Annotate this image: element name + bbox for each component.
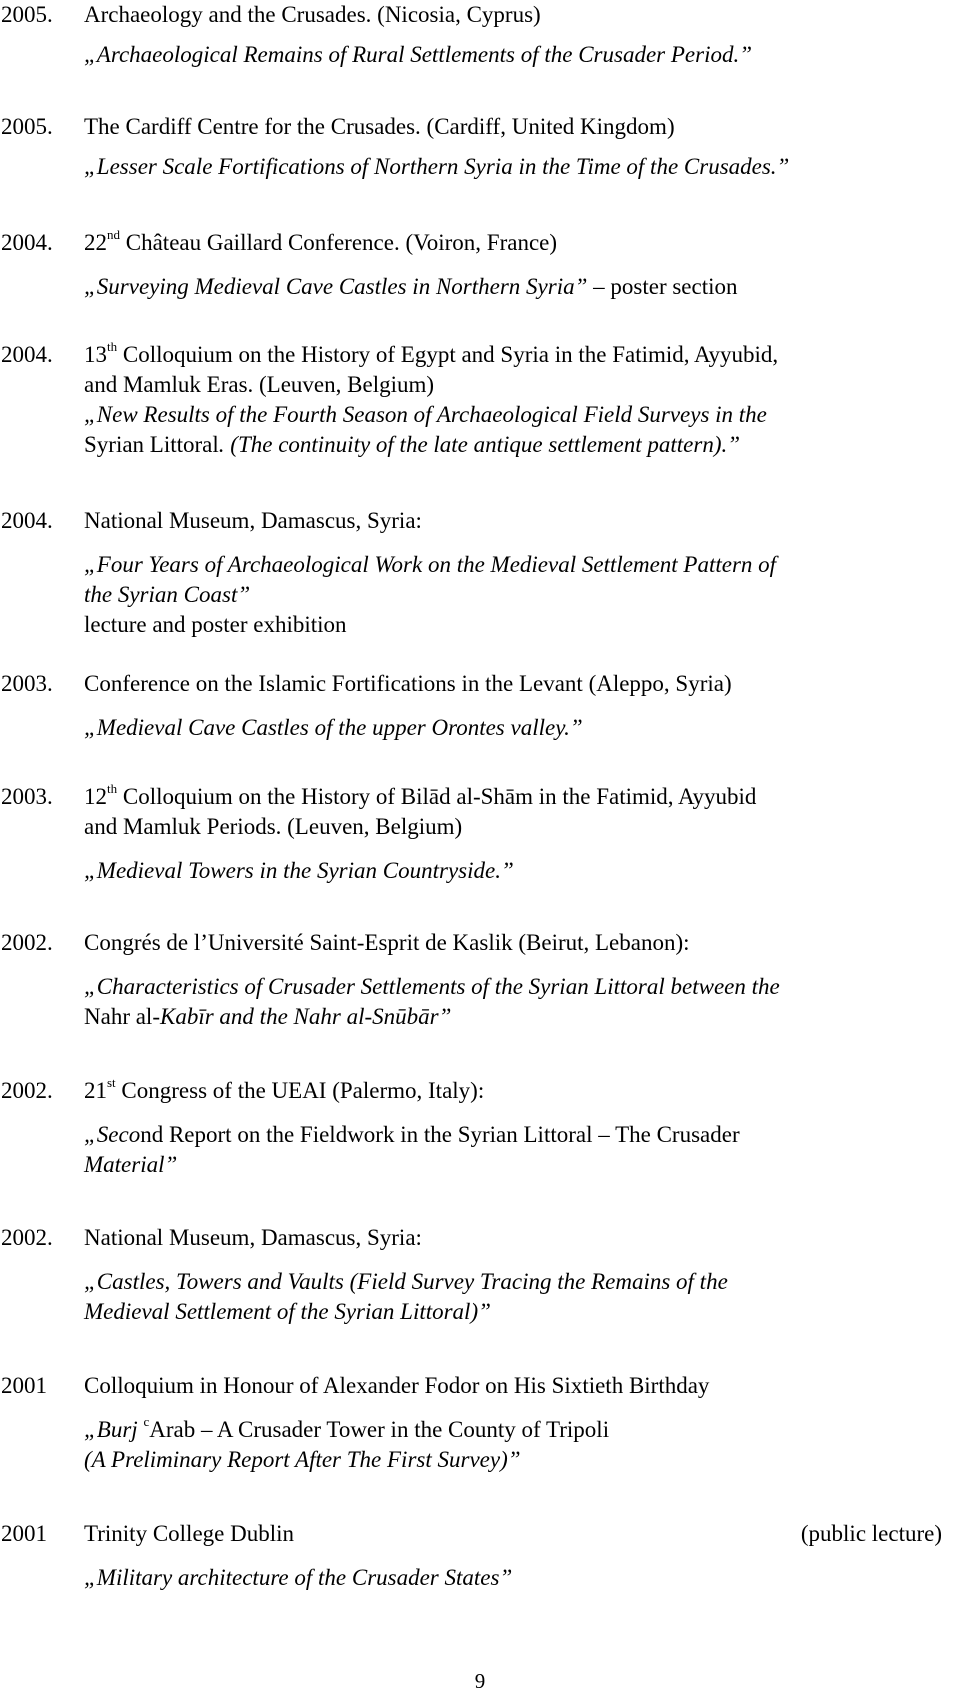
talk-plain-text: Arab – A Crusader Tower in the County of Tripoli	[149, 1417, 610, 1442]
ordinal-suffix: st	[107, 1075, 116, 1091]
entry-title: The Cardiff Centre for the Crusades. (Cardiff, United Kingdom)	[84, 114, 675, 139]
entry-talk	[84, 272, 944, 302]
entry-content	[84, 0, 944, 70]
entry-title-text: Colloquium on the History of Egypt and Syria in the Fatimid, Ayyubid,	[117, 342, 779, 367]
entry-title: Conference on the Islamic Fortifications in the Levant (Aleppo, Syria)	[84, 671, 732, 696]
entry-talk: „Archaeological Remains of Rural Settlements of the Crusader Period.”	[84, 42, 752, 67]
entry-content	[84, 669, 944, 743]
entry-title: National Museum, Damascus, Syria:	[84, 1225, 422, 1250]
entry-title: Colloquium in Honour of Alexander Fodor on His Sixtieth Birthday	[84, 1373, 710, 1398]
entry-title: Congrés de l’Université Saint-Esprit de Kaslik (Beirut, Lebanon):	[84, 930, 690, 955]
ordinal-number: 21	[84, 1078, 107, 1103]
entry-talk-line	[84, 1120, 944, 1150]
entry-year: 2002.	[1, 930, 53, 955]
entry-talk-line: Medieval Settlement of the Syrian Littoral)”	[84, 1299, 491, 1324]
entry-talk: „Medieval Towers in the Syrian Countryside.”	[84, 858, 514, 883]
talk-italic-text: Kabīr and the Nahr al-Snūbār”	[160, 1004, 452, 1029]
ordinal-number: 12	[84, 784, 107, 809]
ordinal-number: 22	[84, 230, 107, 255]
entry-content	[84, 1371, 944, 1475]
entry-year: 2003.	[1, 671, 53, 696]
entry-title-text: Château Gaillard Conference. (Voiron, France)	[120, 230, 558, 255]
entry-right-note: (public lecture)	[800, 1521, 942, 1546]
entry-content	[84, 506, 944, 640]
entry-content	[84, 1076, 944, 1180]
entry-year: 2005.	[1, 2, 53, 27]
talk-plain-text: Nahr al-	[84, 1004, 160, 1029]
entry-talk: „Military architecture of the Crusader States”	[84, 1565, 513, 1590]
entry-title: National Museum, Damascus, Syria:	[84, 508, 422, 533]
entry-title: Trinity College Dublin	[84, 1521, 294, 1546]
page-number: 9	[474, 1669, 486, 1693]
entry-talk-line: „Four Years of Archaeological Work on the Medieval Settlement Pattern of	[84, 552, 777, 577]
entry-title-line: and Mamluk Eras. (Leuven, Belgium)	[84, 372, 435, 397]
ordinal-number: 13	[84, 342, 107, 367]
entry-talk-line: „Characteristics of Crusader Settlements of the Syrian Littoral between the	[84, 974, 780, 999]
entry-title: Archaeology and the Crusades. (Nicosia, Cyprus)	[84, 2, 541, 27]
entry-year: 2002.	[1, 1078, 53, 1103]
talk-italic-text: „Burj	[84, 1417, 144, 1442]
entry-title-line	[84, 782, 944, 812]
entry-talk-line: the Syrian Coast”	[84, 582, 251, 607]
entry-talk-line: „Castles, Towers and Vaults (Field Survey Tracing the Remains of the	[84, 1269, 728, 1294]
entry-content	[84, 928, 944, 1032]
entry-year: 2004.	[1, 342, 53, 367]
entry-content	[84, 112, 944, 182]
entry-year: 2001	[1, 1521, 47, 1546]
talk-note: – poster section	[587, 274, 738, 299]
entry-title-line: and Mamluk Periods. (Leuven, Belgium)	[84, 814, 463, 839]
talk-title: „Surveying Medieval Cave Castles in Northern Syria”	[84, 274, 588, 299]
entry-title-line	[84, 340, 944, 370]
entry-year: 2003.	[1, 784, 53, 809]
entry-year: 2002.	[1, 1225, 53, 1250]
entry-title-text: Congress of the UEAI (Palermo, Italy):	[115, 1078, 485, 1103]
ordinal-suffix: th	[107, 781, 118, 797]
entry-talk: „Medieval Cave Castles of the upper Orontes valley.”	[84, 715, 583, 740]
entry-talk-line	[84, 430, 944, 460]
entry-title	[84, 228, 944, 258]
talk-italic-text: „Seco	[84, 1122, 141, 1147]
entry-note: lecture and poster exhibition	[84, 612, 347, 637]
talk-italic-text: . (The continuity of the late antique settlement pattern).”	[218, 432, 741, 457]
entry-talk: „Lesser Scale Fortifications of Northern Syria in the Time of the Crusades.”	[84, 154, 790, 179]
ayn-superscript: c	[143, 1414, 150, 1430]
entry-year: 2001	[1, 1373, 47, 1398]
talk-plain-text: Syrian Littoral	[84, 432, 219, 457]
entry-year: 2004.	[1, 230, 53, 255]
entry-talk-line	[84, 1415, 944, 1445]
talk-plain-text: nd Report on the Fieldwork in the Syrian Littoral – The Crusader	[140, 1122, 740, 1147]
entry-year: 2004.	[1, 508, 53, 533]
entry-talk-line: „New Results of the Fourth Season of Archaeological Field Surveys in the	[84, 402, 767, 427]
entry-talk-line: (A Preliminary Report After The First Survey)”	[84, 1447, 521, 1472]
entry-talk-line	[84, 1002, 944, 1032]
entry-title-text: Colloquium on the History of Bilād al-Shām in the Fatimid, Ayyubid	[117, 784, 757, 809]
entry-content	[84, 1223, 944, 1327]
entry-content	[84, 340, 944, 460]
entry-title	[84, 1076, 944, 1106]
entry-talk-line: Material”	[84, 1152, 178, 1177]
entry-content	[84, 228, 944, 302]
entry-year: 2005.	[1, 114, 53, 139]
ordinal-suffix: nd	[107, 227, 120, 243]
entry-content	[84, 782, 944, 886]
ordinal-suffix: th	[107, 339, 118, 355]
